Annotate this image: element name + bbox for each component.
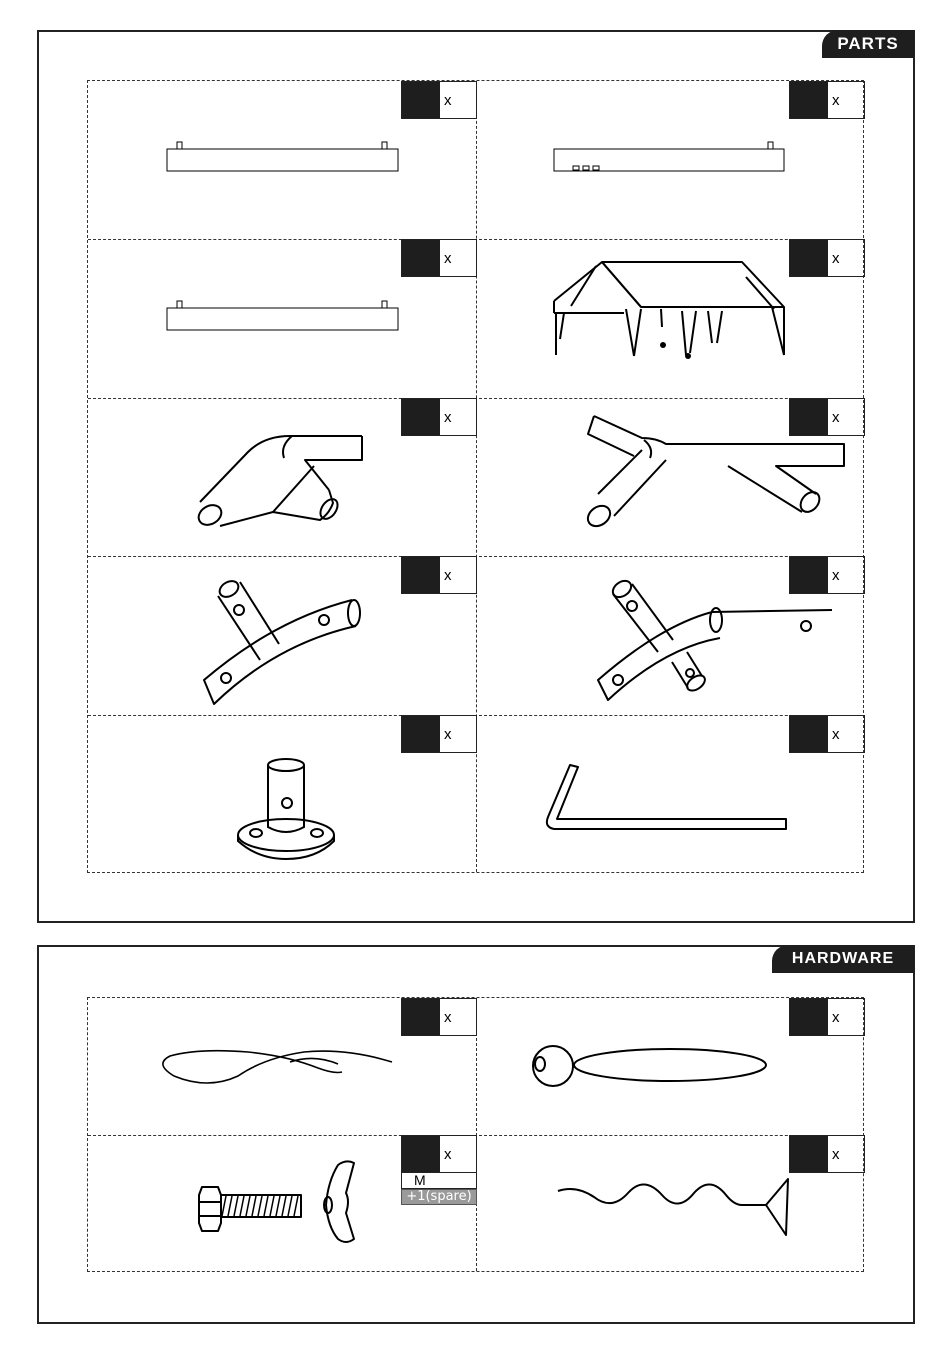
- part-cell: [88, 715, 477, 874]
- quantity-box: x: [401, 556, 477, 594]
- bolt-size-label: M: [401, 1173, 477, 1189]
- quantity-box: x: [789, 81, 865, 119]
- quantity-box: x: [789, 715, 865, 753]
- quantity-box: x: [401, 1135, 477, 1173]
- three-way-corner-connector-icon: [88, 398, 477, 557]
- quantity-box: x: [401, 715, 477, 753]
- quantity-box: x: [789, 556, 865, 594]
- spare-count-label: +1(spare): [401, 1189, 477, 1205]
- hardware-section-tab: HARDWARE: [772, 945, 914, 973]
- hardware-cell: [476, 998, 865, 1136]
- canopy-frame-assembly-icon: [476, 239, 865, 398]
- part-cell: [88, 239, 477, 398]
- hardware-grid: [87, 997, 864, 1272]
- foot-plate-icon: [88, 715, 477, 874]
- hardware-cell: [88, 998, 477, 1136]
- bolt-and-wing-nut-icon: [88, 1135, 477, 1273]
- quantity-box: x: [401, 398, 477, 436]
- rail-with-holes-icon: [476, 81, 865, 240]
- ball-bungee-icon: [476, 998, 865, 1136]
- quantity-box: x: [401, 998, 477, 1036]
- straight-rail-two-pins-icon: [88, 239, 477, 398]
- part-cell: [88, 81, 477, 240]
- part-cell: [476, 239, 865, 398]
- parts-grid: [87, 80, 864, 873]
- cable-tie-icon: [88, 998, 477, 1136]
- curved-cross-connector-icon: [476, 556, 865, 715]
- curved-side-connector-icon: [88, 556, 477, 715]
- straight-rail-two-pins-icon: [88, 81, 477, 240]
- quantity-box: x: [789, 239, 865, 277]
- quantity-box: x: [789, 398, 865, 436]
- quantity-box: x: [789, 998, 865, 1036]
- four-way-peak-connector-icon: [476, 398, 865, 557]
- parts-section-tab: PARTS: [822, 30, 914, 58]
- part-cell: [88, 398, 477, 557]
- quantity-box: x: [789, 1135, 865, 1173]
- hardware-cell: [476, 1135, 865, 1273]
- allen-key-icon: [476, 715, 865, 874]
- part-cell: [476, 715, 865, 874]
- hardware-cell: [88, 1135, 477, 1273]
- ground-stake-icon: [476, 1135, 865, 1273]
- part-cell: [476, 556, 865, 715]
- part-cell: [476, 81, 865, 240]
- quantity-box: x: [401, 81, 477, 119]
- quantity-box: x: [401, 239, 477, 277]
- part-cell: [88, 556, 477, 715]
- part-cell: [476, 398, 865, 557]
